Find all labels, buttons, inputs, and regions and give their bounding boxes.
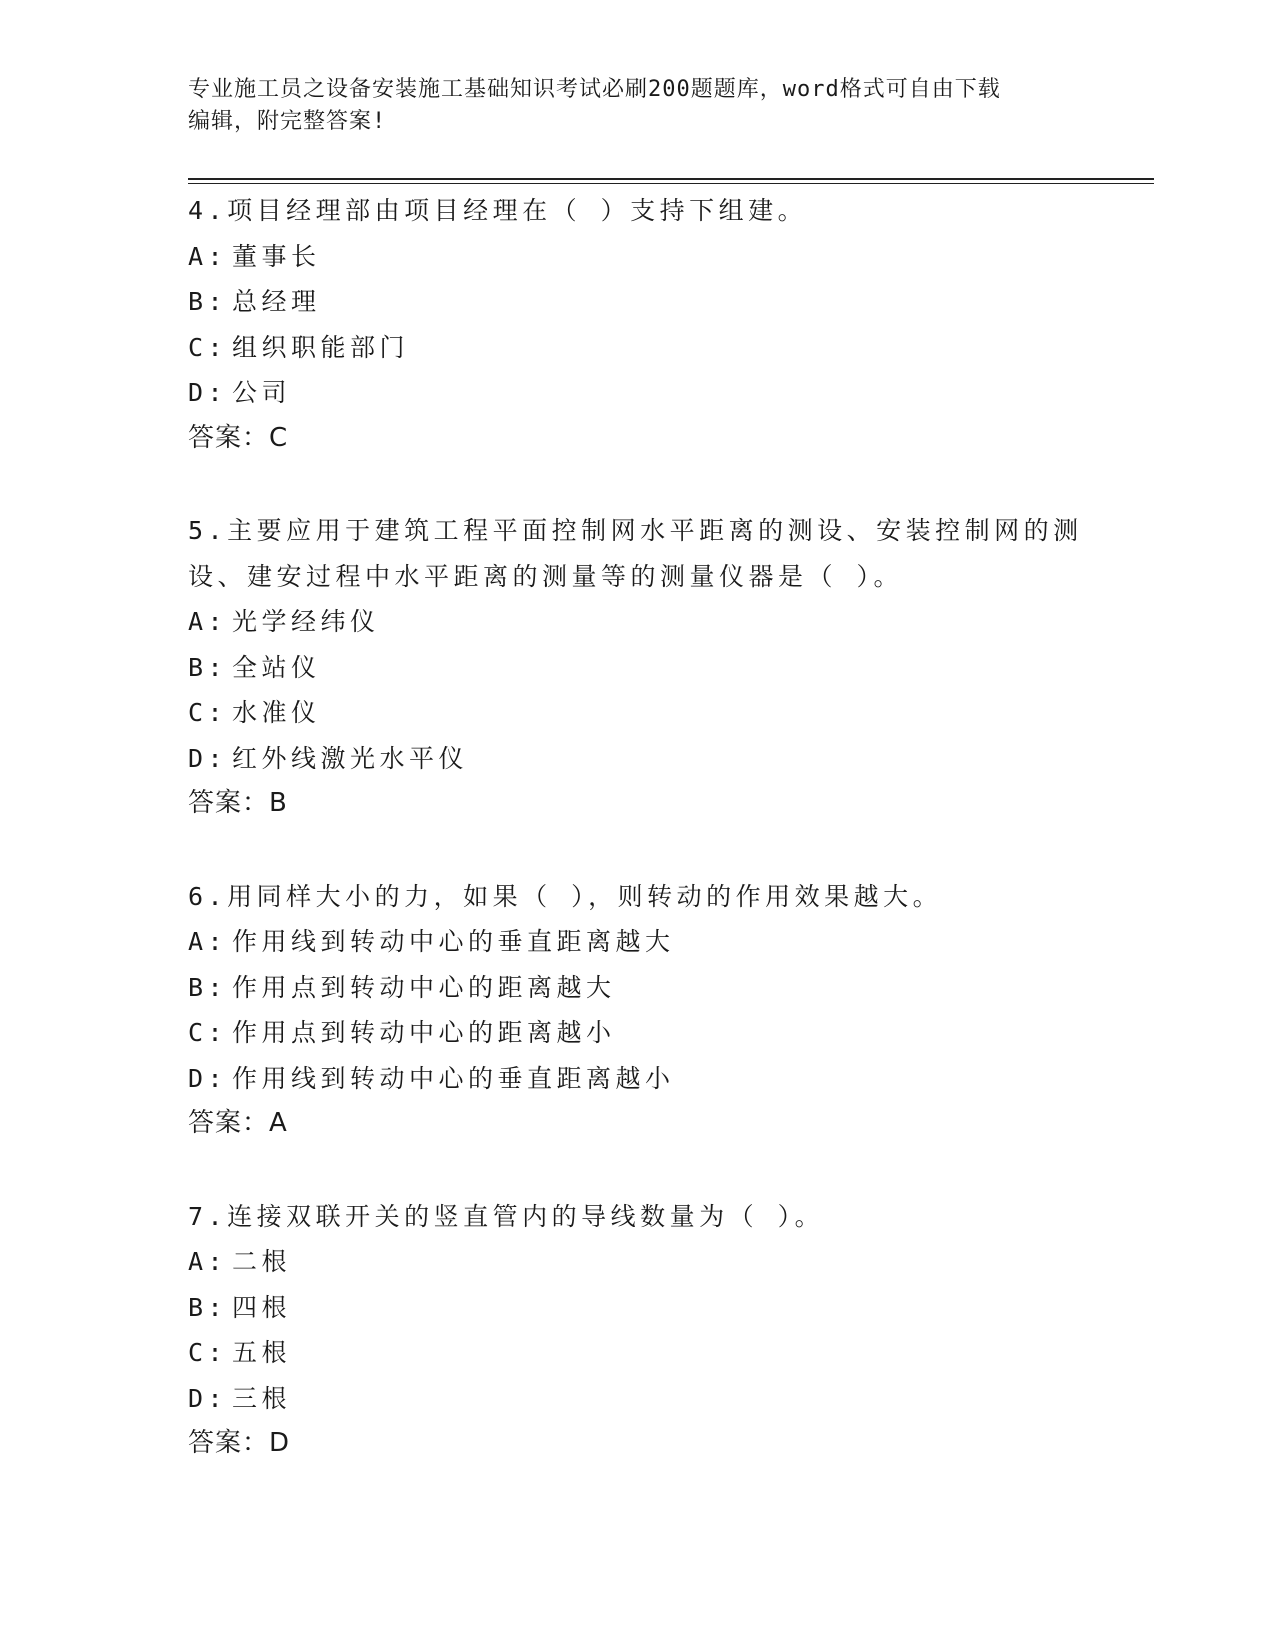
option-letter: C: (188, 332, 228, 362)
answer-line: 答案：C (188, 422, 289, 453)
question-stem: 6.用同样大小的力，如果（ ），则转动的作用效果越大。 (188, 881, 943, 911)
question-list (188, 188, 1088, 1467)
option-letter: B: (188, 652, 228, 682)
option-text: 总经理 (232, 287, 321, 316)
option-letter: B: (188, 972, 228, 1002)
option-text: 作用点到转动中心的距离越小 (232, 1018, 616, 1047)
option-c (188, 1330, 1088, 1376)
answer-line: 答案：B (188, 788, 288, 818)
header-line-1: 专业施工员之设备安装施工基础知识考试必刷200题题库，word格式可自由下载 (188, 77, 1001, 102)
header-line-2: 编辑，附完整答案! (188, 109, 387, 134)
document-header (188, 74, 1068, 138)
option-b (188, 965, 1088, 1011)
option-text: 二根 (232, 1247, 292, 1276)
option-letter: D: (188, 1383, 228, 1413)
option-letter: A: (188, 1247, 228, 1276)
option-text: 五根 (232, 1338, 292, 1367)
option-text: 组织职能部门 (232, 332, 410, 362)
option-letter: B: (188, 1292, 228, 1322)
option-letter: D: (188, 1063, 228, 1093)
option-text: 董事长 (232, 241, 321, 271)
option-text: 四根 (232, 1292, 292, 1322)
option-text: 红外线激光水平仪 (232, 743, 469, 773)
option-d (188, 1376, 1088, 1422)
question-stem: 4.项目经理部由项目经理在（ ）支持下组建。 (188, 196, 808, 225)
option-letter: C: (188, 698, 228, 727)
option-letter: A: (188, 607, 228, 636)
option-b (188, 1285, 1088, 1331)
option-a (188, 919, 1088, 965)
option-text: 光学经纬仪 (232, 607, 380, 636)
question-4 (188, 188, 1088, 461)
option-text: 公司 (232, 378, 292, 407)
question-7 (188, 1194, 1088, 1467)
option-letter: C: (188, 1338, 228, 1367)
question-5 (188, 508, 1088, 827)
option-text: 全站仪 (232, 652, 321, 682)
option-letter: A: (188, 927, 228, 956)
option-text: 作用线到转动中心的垂直距离越大 (232, 927, 675, 956)
question-stem-line-1: 5.主要应用于建筑工程平面控制网水平距离的测设、安装控制网的测 (188, 516, 1083, 545)
option-a (188, 599, 1088, 645)
option-text: 三根 (232, 1383, 292, 1413)
option-a (188, 234, 1088, 280)
option-letter: C: (188, 1018, 228, 1047)
option-text: 水准仪 (232, 698, 321, 727)
option-letter: D: (188, 378, 228, 407)
option-letter: B: (188, 287, 228, 316)
option-b (188, 645, 1088, 691)
option-c (188, 325, 1088, 371)
option-letter: A: (188, 241, 228, 271)
option-text: 作用线到转动中心的垂直距离越小 (232, 1063, 675, 1093)
option-d (188, 370, 1088, 416)
option-c (188, 1010, 1088, 1056)
answer-line: 答案：A (188, 1108, 288, 1138)
header-rule-thin (188, 183, 1154, 184)
answer-line: 答案：D (188, 1428, 291, 1458)
option-a (188, 1239, 1088, 1285)
option-b (188, 279, 1088, 325)
option-c (188, 690, 1088, 736)
option-letter: D: (188, 743, 228, 773)
header-rule-thick (188, 178, 1154, 180)
option-d (188, 1056, 1088, 1102)
question-stem: 7.连接双联开关的竖直管内的导线数量为（ ）。 (188, 1201, 825, 1231)
option-text: 作用点到转动中心的距离越大 (232, 972, 616, 1002)
question-6 (188, 874, 1088, 1147)
question-stem-line-2: 设、建安过程中水平距离的测量等的测量仪器是（ ）。 (188, 561, 904, 591)
option-d (188, 736, 1088, 782)
